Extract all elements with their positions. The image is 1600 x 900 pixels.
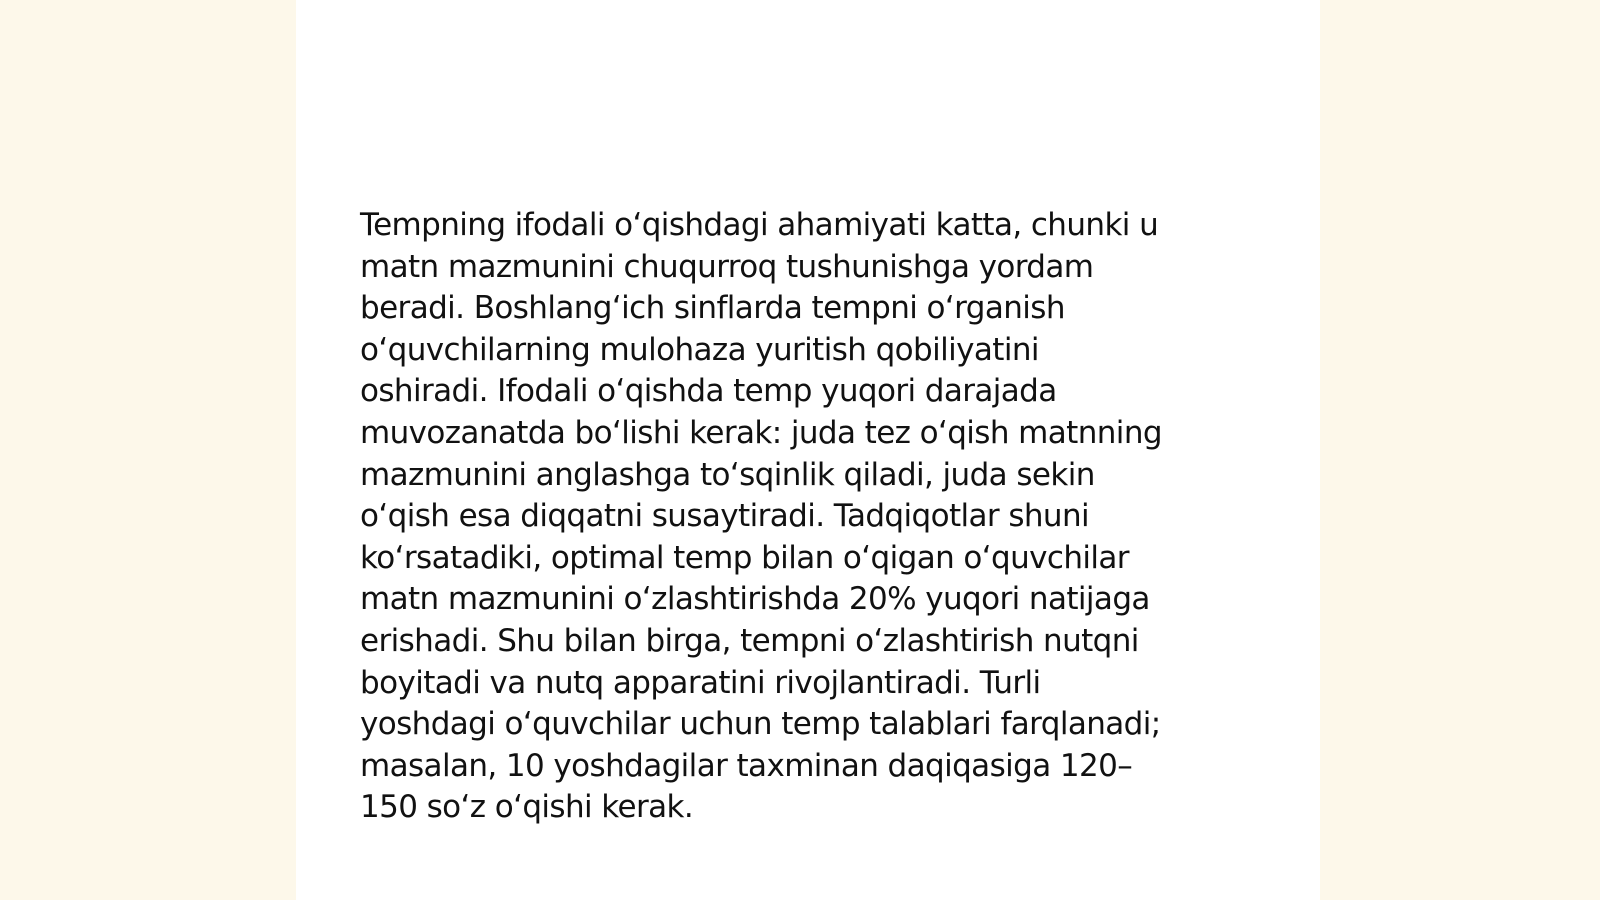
paragraph-line: matn mazmunini chuqurroq tushunishga yordam bbox=[360, 248, 1094, 285]
body-paragraph bbox=[360, 205, 1240, 829]
paragraph-line: beradi. Boshlang‘ich sinflarda tempni o‘rganish bbox=[360, 290, 1065, 327]
paragraph-line: ko‘rsatadiki, optimal temp bilan o‘qigan o‘quvchilar bbox=[360, 539, 1129, 576]
paragraph-line: o‘quvchilarning mulohaza yuritish qobiliyatini bbox=[360, 331, 1039, 368]
paragraph-line: masalan, 10 yoshdagilar taxminan daqiqasiga 120– bbox=[360, 747, 1133, 784]
paragraph-line: Tempning ifodali o‘qishdagi ahamiyati katta, chunki u bbox=[360, 207, 1159, 243]
paragraph-line: o‘qish esa diqqatni susaytiradi. Tadqiqotlar shuni bbox=[360, 498, 1090, 535]
paragraph-line: 150 so‘z o‘qishi kerak. bbox=[360, 789, 694, 826]
paragraph-line: boyitadi va nutq apparatini rivojlantiradi. Turli bbox=[360, 664, 1041, 701]
document-page bbox=[296, 0, 1320, 900]
paragraph-line: muvozanatda bo‘lishi kerak: juda tez o‘qish matnning bbox=[360, 414, 1162, 451]
paragraph-line: matn mazmunini o‘zlashtirishda 20% yuqori natijaga bbox=[360, 581, 1150, 618]
paragraph-line: yoshdagi o‘quvchilar uchun temp talablari farqlanadi; bbox=[360, 706, 1161, 743]
paragraph-line: erishadi. Shu bilan birga, tempni o‘zlashtirish nutqni bbox=[360, 622, 1139, 659]
paragraph-line: oshiradi. Ifodali o‘qishda temp yuqori darajada bbox=[360, 373, 1057, 410]
paragraph-line: mazmunini anglashga to‘sqinlik qiladi, juda sekin bbox=[360, 456, 1095, 493]
